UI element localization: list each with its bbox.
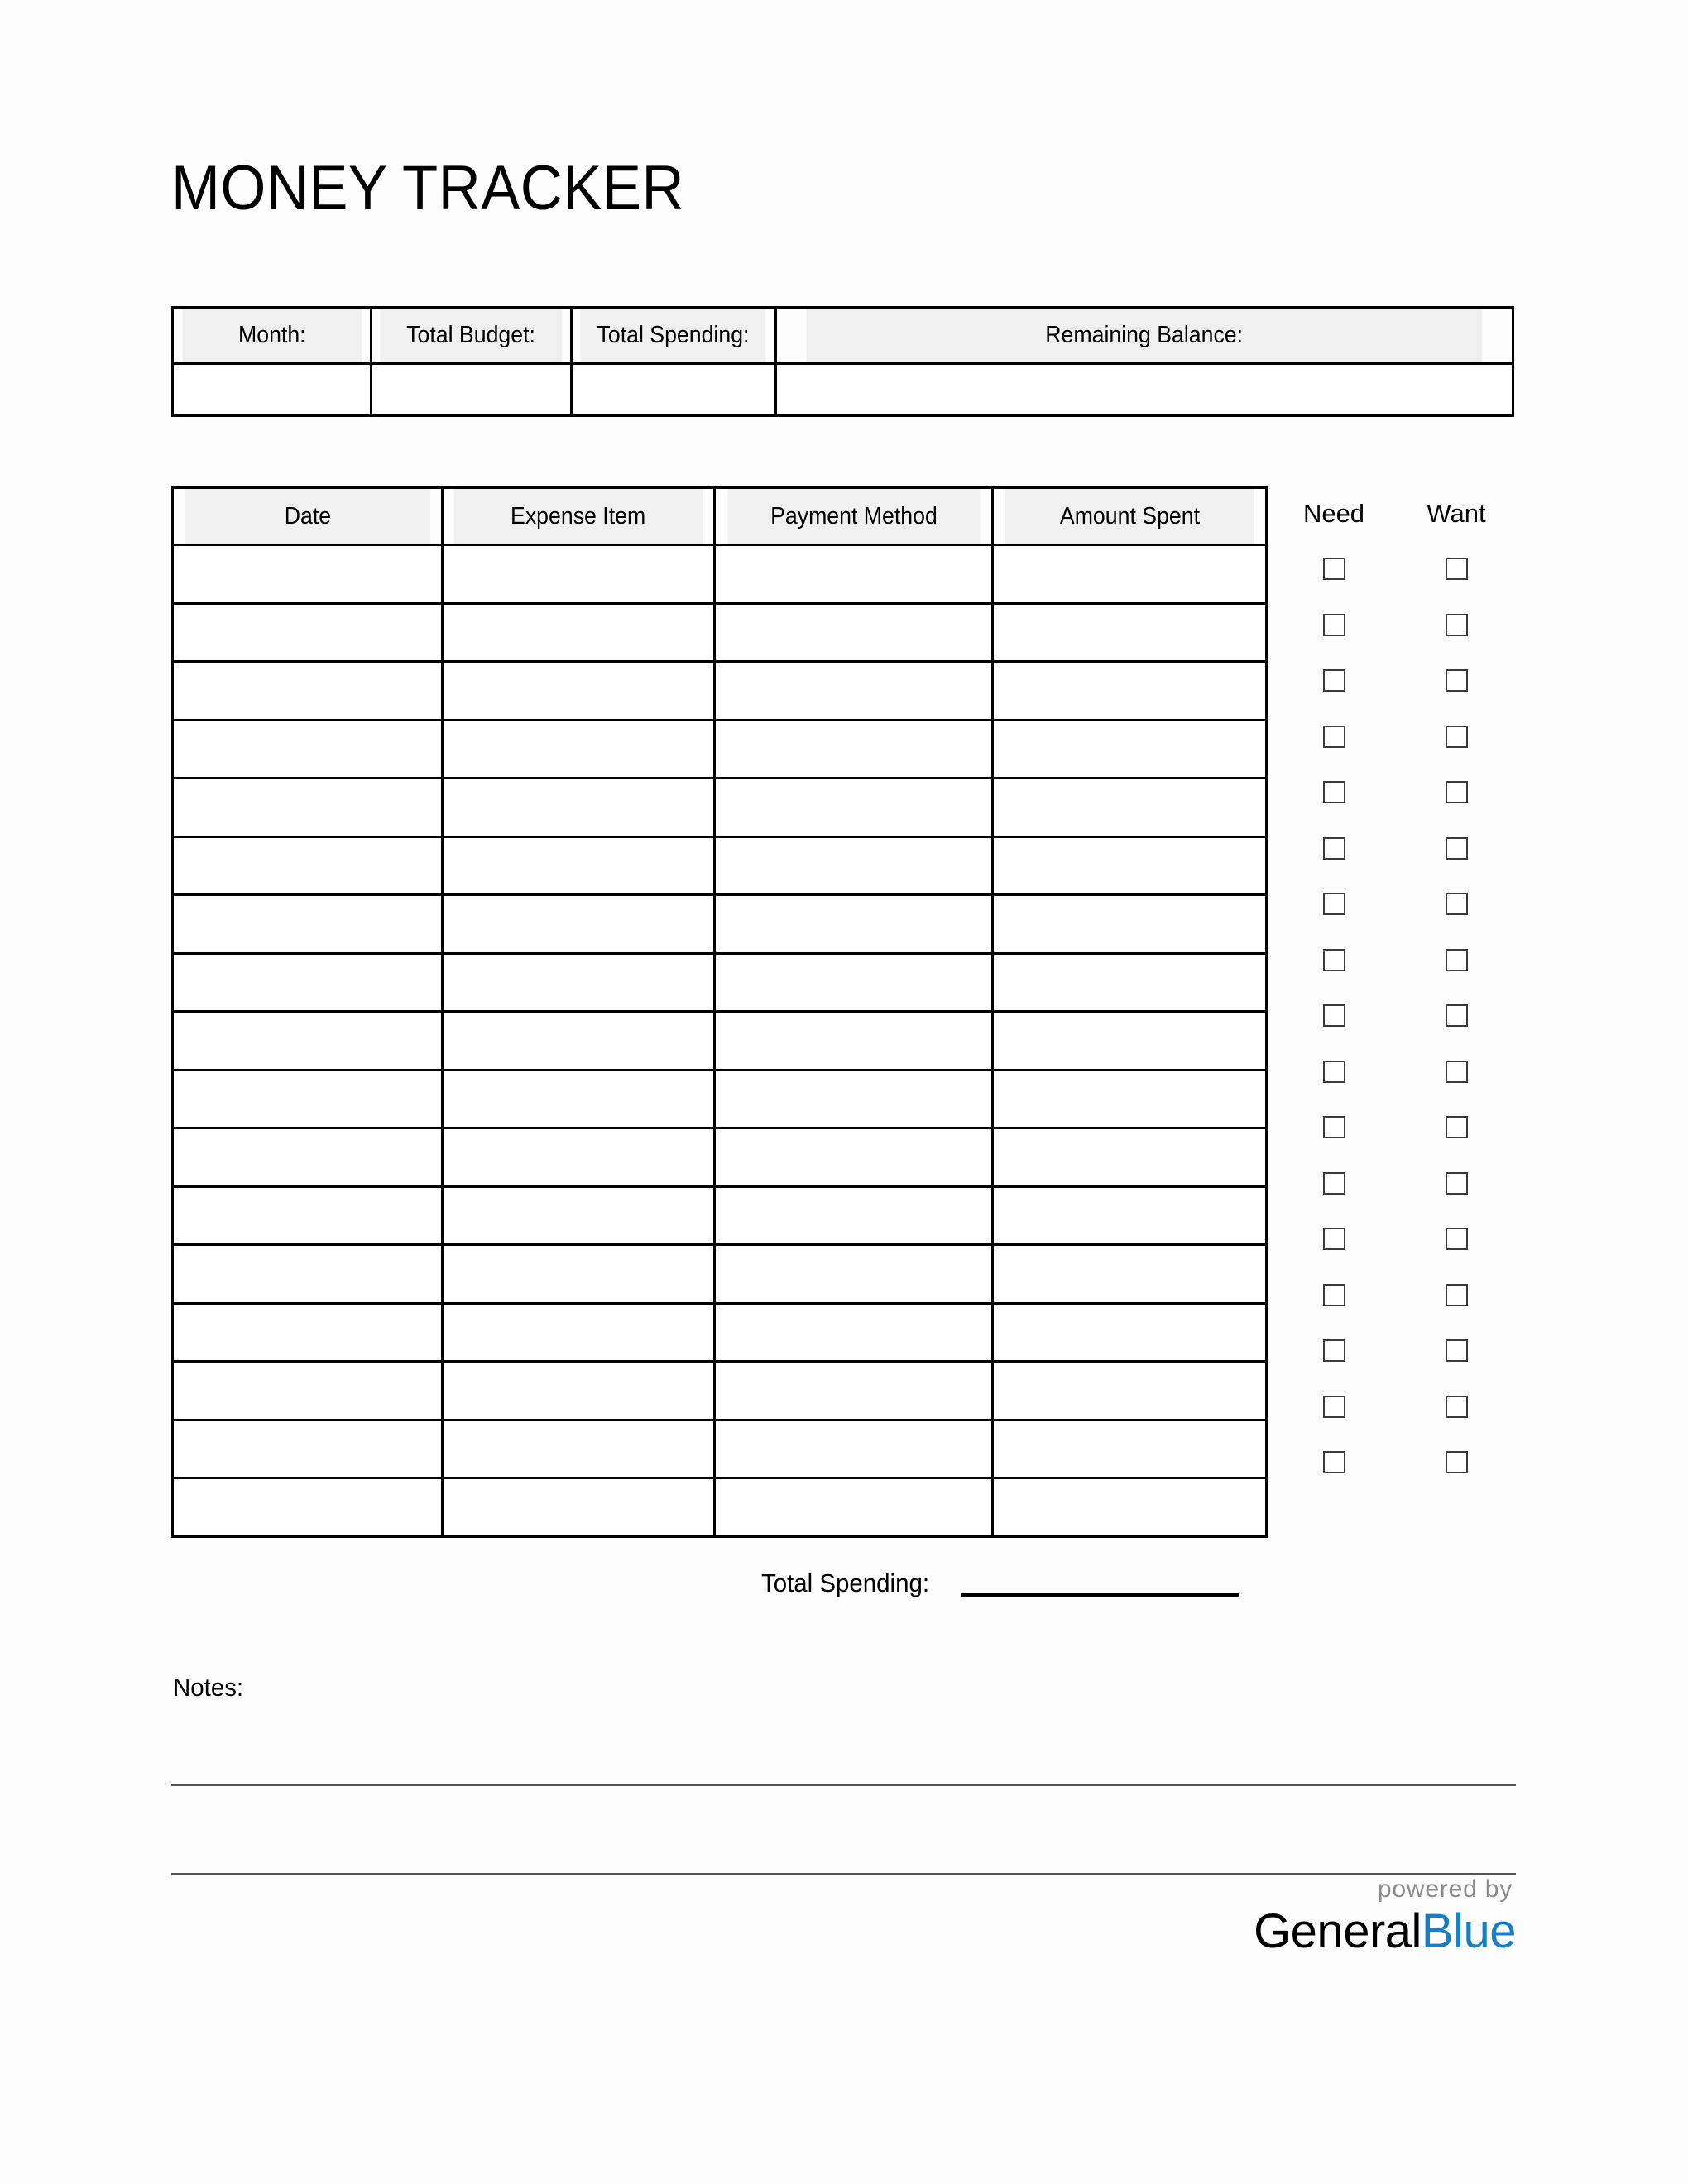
expense-cell-amount-spent[interactable] <box>993 836 1267 895</box>
expense-header-payment-method: Payment Method <box>726 488 981 545</box>
checkbox-need-icon[interactable] <box>1323 1172 1345 1195</box>
expense-table <box>171 486 1268 1538</box>
logo-general-text: General <box>1254 1904 1422 1958</box>
expense-header-amount-spent: Amount Spent <box>1004 488 1255 545</box>
checkbox-need-icon[interactable] <box>1323 1284 1345 1306</box>
checkbox-need-icon[interactable] <box>1323 1004 1345 1027</box>
need-checkbox-cell <box>1272 1434 1396 1491</box>
summary-value-row <box>173 364 1513 416</box>
expense-cell-date[interactable] <box>173 1420 443 1478</box>
expense-cell-payment-method[interactable] <box>715 1478 993 1537</box>
expense-cell-expense-item[interactable] <box>442 1245 714 1304</box>
table-row <box>173 603 1267 662</box>
table-row <box>173 720 1267 778</box>
checkbox-need-icon[interactable] <box>1323 893 1345 915</box>
checkbox-need-icon[interactable] <box>1323 949 1345 971</box>
summary-header-month: Month: <box>180 308 362 364</box>
expense-cell-date[interactable] <box>173 720 443 778</box>
expense-cell-payment-method[interactable] <box>715 836 993 895</box>
summary-table <box>171 306 1514 417</box>
table-row <box>173 1186 1267 1245</box>
checkbox-want-icon[interactable] <box>1446 614 1468 636</box>
checkbox-want-icon[interactable] <box>1446 837 1468 860</box>
need-column <box>1272 486 1396 1491</box>
checkbox-want-icon[interactable] <box>1446 558 1468 580</box>
expense-cell-payment-method[interactable] <box>715 1128 993 1187</box>
expense-cell-date[interactable] <box>173 1478 443 1537</box>
table-row <box>173 1012 1267 1070</box>
expense-cell-amount-spent[interactable] <box>993 1128 1267 1187</box>
table-row <box>173 836 1267 895</box>
expense-cell-amount-spent[interactable] <box>993 1245 1267 1304</box>
want-checkbox-cell <box>1394 541 1518 597</box>
expense-cell-date[interactable] <box>173 895 443 954</box>
expense-cell-expense-item[interactable] <box>442 1303 714 1362</box>
want-checkbox-cell <box>1394 597 1518 654</box>
need-checkbox-cell <box>1272 653 1396 709</box>
expense-cell-date[interactable] <box>173 778 443 837</box>
need-checkbox-cell <box>1272 876 1396 932</box>
expense-cell-expense-item[interactable] <box>442 1070 714 1128</box>
summary-field-remaining-balance[interactable] <box>775 364 1513 416</box>
checkbox-need-icon[interactable] <box>1323 1396 1345 1418</box>
expense-cell-date[interactable] <box>173 1128 443 1187</box>
expense-cell-expense-item[interactable] <box>442 1420 714 1478</box>
summary-header-row <box>173 308 1513 364</box>
notes-line-1[interactable] <box>171 1784 1516 1786</box>
expense-cell-date[interactable] <box>173 662 443 721</box>
want-checkbox-cell <box>1394 1099 1518 1156</box>
footer-logo <box>1254 1875 1516 1959</box>
checkbox-need-icon[interactable] <box>1323 1116 1345 1138</box>
need-checkbox-cell <box>1272 821 1396 877</box>
checkbox-want-icon[interactable] <box>1446 1004 1468 1027</box>
checkbox-need-icon[interactable] <box>1323 558 1345 580</box>
total-spending-label: Total Spending: <box>761 1569 930 1597</box>
expense-cell-expense-item[interactable] <box>442 895 714 954</box>
summary-field-total-spending[interactable] <box>571 364 775 416</box>
checkbox-need-icon[interactable] <box>1323 1228 1345 1250</box>
expense-cell-date[interactable] <box>173 1186 443 1245</box>
expense-cell-amount-spent[interactable] <box>993 545 1267 604</box>
want-checkbox-cell <box>1394 1156 1518 1212</box>
expense-header-date: Date <box>184 488 432 545</box>
checkbox-want-icon[interactable] <box>1446 949 1468 971</box>
expense-cell-amount-spent[interactable] <box>993 953 1267 1012</box>
table-row <box>173 1420 1267 1478</box>
expense-cell-date[interactable] <box>173 1362 443 1420</box>
want-checkbox-cell <box>1394 1267 1518 1324</box>
expense-cell-date[interactable] <box>173 1303 443 1362</box>
need-checkbox-cell <box>1272 988 1396 1044</box>
need-checkbox-cell <box>1272 1323 1396 1379</box>
expense-cell-expense-item[interactable] <box>442 1186 714 1245</box>
summary-field-month[interactable] <box>173 364 372 416</box>
need-checkbox-cell <box>1272 1156 1396 1212</box>
powered-by-label: powered by <box>1377 1875 1513 1903</box>
want-checkbox-cell <box>1394 821 1518 877</box>
expense-cell-payment-method[interactable] <box>715 545 993 604</box>
table-row <box>173 895 1267 954</box>
need-checkbox-cell <box>1272 764 1396 821</box>
checkbox-want-icon[interactable] <box>1446 1339 1468 1362</box>
checkbox-need-icon[interactable] <box>1323 837 1345 860</box>
checkbox-want-icon[interactable] <box>1446 1284 1468 1306</box>
summary-header-total-spending: Total Spending: <box>579 308 767 364</box>
generalblue-wordmark <box>1254 1904 1516 1959</box>
expense-cell-date[interactable] <box>173 1245 443 1304</box>
want-column-label: Want <box>1427 499 1486 528</box>
expense-header-expense-item: Expense Item <box>453 488 704 545</box>
need-checkbox-cell <box>1272 1099 1396 1156</box>
checkbox-want-icon[interactable] <box>1446 1116 1468 1138</box>
want-checkbox-cell <box>1394 653 1518 709</box>
need-checkbox-cell <box>1272 932 1396 989</box>
expense-cell-payment-method[interactable] <box>715 603 993 662</box>
expense-cell-amount-spent[interactable] <box>993 720 1267 778</box>
expense-cell-amount-spent[interactable] <box>993 603 1267 662</box>
expense-cell-date[interactable] <box>173 953 443 1012</box>
expense-cell-expense-item[interactable] <box>442 778 714 837</box>
expense-cell-payment-method[interactable] <box>715 1245 993 1304</box>
expense-cell-payment-method[interactable] <box>715 1362 993 1420</box>
checkbox-want-icon[interactable] <box>1446 1396 1468 1418</box>
table-row <box>173 1303 1267 1362</box>
want-checkbox-cell <box>1394 764 1518 821</box>
summary-header-total-budget: Total Budget: <box>379 308 563 364</box>
expense-cell-payment-method[interactable] <box>715 778 993 837</box>
expense-cell-expense-item[interactable] <box>442 1362 714 1420</box>
expense-cell-payment-method[interactable] <box>715 895 993 954</box>
checkbox-want-icon[interactable] <box>1446 1451 1468 1473</box>
page-title: MONEY TRACKER <box>171 153 685 223</box>
want-checkbox-cell <box>1394 709 1518 765</box>
total-spending-row <box>761 1568 1239 1599</box>
checkbox-need-icon[interactable] <box>1323 1339 1345 1362</box>
want-checkbox-cell <box>1394 988 1518 1044</box>
expense-header-row <box>173 488 1267 545</box>
expense-cell-payment-method[interactable] <box>715 1186 993 1245</box>
want-checkbox-list <box>1394 541 1518 1491</box>
expense-cell-expense-item[interactable] <box>442 662 714 721</box>
need-checkbox-cell <box>1272 1267 1396 1324</box>
table-row <box>173 1070 1267 1128</box>
want-checkbox-cell <box>1394 1044 1518 1100</box>
expense-cell-payment-method[interactable] <box>715 1420 993 1478</box>
table-row <box>173 545 1267 604</box>
expense-cell-payment-method[interactable] <box>715 1303 993 1362</box>
expense-cell-amount-spent[interactable] <box>993 1362 1267 1420</box>
summary-header-remaining-balance: Remaining Balance: <box>805 308 1484 364</box>
expense-cell-date[interactable] <box>173 603 443 662</box>
expense-cell-date[interactable] <box>173 836 443 895</box>
expense-cell-expense-item[interactable] <box>442 1478 714 1537</box>
expense-cell-payment-method[interactable] <box>715 1012 993 1070</box>
expense-cell-date[interactable] <box>173 1070 443 1128</box>
need-checkbox-cell <box>1272 597 1396 654</box>
expense-cell-expense-item[interactable] <box>442 545 714 604</box>
want-checkbox-cell <box>1394 1211 1518 1267</box>
expense-cell-amount-spent[interactable] <box>993 1070 1267 1128</box>
expense-cell-payment-method[interactable] <box>715 720 993 778</box>
expense-cell-amount-spent[interactable] <box>993 1478 1267 1537</box>
want-checkbox-cell <box>1394 932 1518 989</box>
checkbox-need-icon[interactable] <box>1323 614 1345 636</box>
need-checkbox-cell <box>1272 1379 1396 1435</box>
need-checkbox-list <box>1272 541 1396 1491</box>
table-row <box>173 1362 1267 1420</box>
want-checkbox-cell <box>1394 1379 1518 1435</box>
checkbox-want-icon[interactable] <box>1446 726 1468 748</box>
table-row <box>173 1245 1267 1304</box>
expense-cell-expense-item[interactable] <box>442 1012 714 1070</box>
expense-cell-amount-spent[interactable] <box>993 1186 1267 1245</box>
summary-field-total-budget[interactable] <box>371 364 571 416</box>
table-row <box>173 953 1267 1012</box>
expense-cell-payment-method[interactable] <box>715 1070 993 1128</box>
checkbox-want-icon[interactable] <box>1446 893 1468 915</box>
checkbox-want-icon[interactable] <box>1446 1061 1468 1083</box>
want-checkbox-cell <box>1394 876 1518 932</box>
table-row <box>173 662 1267 721</box>
want-checkbox-cell <box>1394 1434 1518 1491</box>
need-checkbox-cell <box>1272 1211 1396 1267</box>
expense-cell-payment-method[interactable] <box>715 953 993 1012</box>
expense-cell-expense-item[interactable] <box>442 836 714 895</box>
expense-cell-expense-item[interactable] <box>442 720 714 778</box>
expense-cell-amount-spent[interactable] <box>993 778 1267 837</box>
table-row <box>173 778 1267 837</box>
need-checkbox-cell <box>1272 541 1396 597</box>
expense-cell-date[interactable] <box>173 1012 443 1070</box>
expense-table-body <box>173 545 1267 1537</box>
total-spending-input-line[interactable] <box>961 1593 1239 1597</box>
logo-blue-text: Blue <box>1421 1904 1516 1958</box>
checkbox-need-icon[interactable] <box>1323 1061 1345 1083</box>
notes-label: Notes: <box>173 1673 244 1702</box>
expense-cell-amount-spent[interactable] <box>993 1420 1267 1478</box>
checkbox-want-icon[interactable] <box>1446 669 1468 692</box>
expense-cell-date[interactable] <box>173 545 443 604</box>
expense-cell-expense-item[interactable] <box>442 1128 714 1187</box>
need-checkbox-cell <box>1272 709 1396 765</box>
checkbox-need-icon[interactable] <box>1323 1451 1345 1473</box>
want-column <box>1394 486 1518 1491</box>
checkbox-need-icon[interactable] <box>1323 781 1345 803</box>
expense-cell-amount-spent[interactable] <box>993 662 1267 721</box>
want-checkbox-cell <box>1394 1323 1518 1379</box>
expense-cell-payment-method[interactable] <box>715 662 993 721</box>
need-checkbox-cell <box>1272 1044 1396 1100</box>
expense-cell-expense-item[interactable] <box>442 603 714 662</box>
expense-cell-amount-spent[interactable] <box>993 1303 1267 1362</box>
expense-cell-amount-spent[interactable] <box>993 895 1267 954</box>
table-row <box>173 1128 1267 1187</box>
checkbox-want-icon[interactable] <box>1446 1228 1468 1250</box>
need-column-label: Need <box>1302 499 1365 528</box>
checkbox-need-icon[interactable] <box>1323 726 1345 748</box>
expense-cell-expense-item[interactable] <box>442 953 714 1012</box>
table-row <box>173 1478 1267 1537</box>
expense-cell-amount-spent[interactable] <box>993 1012 1267 1070</box>
checkbox-want-icon[interactable] <box>1446 781 1468 803</box>
checkbox-need-icon[interactable] <box>1323 669 1345 692</box>
checkbox-want-icon[interactable] <box>1446 1172 1468 1195</box>
